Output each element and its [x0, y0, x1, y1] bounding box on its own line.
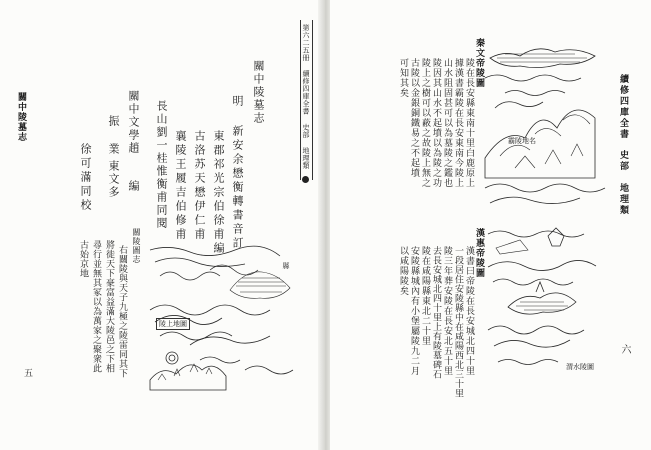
editor-name: 振 業	[107, 115, 120, 156]
top-text-line-5: 陵上之樹可以蔽之故陵上無之	[420, 58, 430, 188]
editor-label: 關中文學趙	[127, 90, 140, 155]
credit-line-3: 古洛苏天懋伊仁甫	[193, 130, 206, 242]
top-text-line-3: 山水阻固甚可以為墓陵之鑑也	[442, 58, 452, 188]
preface-line-2: 將徙天下豪富益滿大陵邑之下相	[104, 240, 114, 373]
compiler-line: 東文多	[107, 160, 120, 199]
series-title: 續修四庫全書	[618, 74, 628, 140]
header-strip-rule-left	[300, 20, 301, 180]
bottom-text-line-1: 漢書曰帝陵在長安城北四十里	[464, 246, 474, 376]
top-landscape-illustration	[485, 38, 605, 218]
preface-line-1: 右關陵與天子九極之陵雷同其下	[117, 245, 127, 378]
bottom-landscape-illustration	[488, 222, 598, 382]
illustration-tag: 縣	[282, 262, 290, 269]
right-page	[330, 0, 651, 450]
book-title: 關中陵墓志	[252, 60, 265, 125]
credit-line-5: 長山劉一桂惟衡甫同閱	[155, 100, 168, 230]
top-text-line-2: 據漢書霸陵在長安東南今陵上	[453, 58, 463, 188]
top-heading: 秦文帝陵圖	[474, 38, 484, 88]
bottom-text-line-6: 安陵縣城內有小堡屬陵九二月	[409, 246, 419, 376]
left-page	[0, 0, 322, 450]
header-strip-rule-right	[312, 20, 313, 180]
bottom-text-line-4: 去長安城北四十里上有陵墓碑石	[431, 246, 441, 379]
preface-heading: 關陵圖志	[132, 228, 141, 264]
preface-line-3: 尋行並無其冢以為萬家之聚衆此	[91, 240, 101, 373]
header-strip-dot	[302, 176, 309, 183]
editor-role: 編	[127, 180, 140, 191]
bottom-heading: 漢惠帝陵圖	[474, 228, 484, 278]
illustration-label: 陵上地圖	[156, 318, 190, 330]
proofreader-line: 徐可滿同校	[79, 143, 92, 213]
bottom-text-line-3: 陵三年葬安陵在長安北五十里	[442, 246, 452, 376]
right-page-number: 六	[619, 344, 630, 354]
header-strip: 第六二五冊 續修四庫全書 史部 地理類	[302, 24, 310, 170]
top-text-line-4: 陵因其山水不起墳以為陵之功	[431, 58, 441, 188]
credit-line-1: 明 新安余懋衡轉書音訂	[231, 95, 244, 251]
top-caption: 霸陵地名	[508, 137, 536, 145]
top-text-line-7: 可知其矣	[398, 58, 408, 98]
preface-line-4: 古始京地	[78, 240, 88, 278]
bottom-text-line-2: 一段居住安陵縣中在咸陽西北三十里	[453, 246, 463, 398]
bottom-caption: 渭水陵圖	[566, 363, 594, 371]
margin-title: 關中陵墓志	[16, 92, 26, 142]
bottom-text-line-7: 以咸陽陵矣	[398, 246, 408, 296]
top-text-line-6: 古陵以金銀銅鐵易之不起墳	[409, 58, 419, 178]
credit-line-2: 東郡祁光宗伯徐甫編	[212, 130, 225, 256]
credit-line-4: 襄陵王履吉伯修甫	[174, 130, 187, 242]
top-text-line-1: 陵在長安縣東南十里白鹿原上	[464, 58, 474, 188]
left-page-number: 五	[22, 368, 32, 377]
series-section: 史部 地理類	[618, 150, 628, 216]
bottom-text-line-5: 陵在咸陽縣東北二十里	[420, 246, 430, 346]
